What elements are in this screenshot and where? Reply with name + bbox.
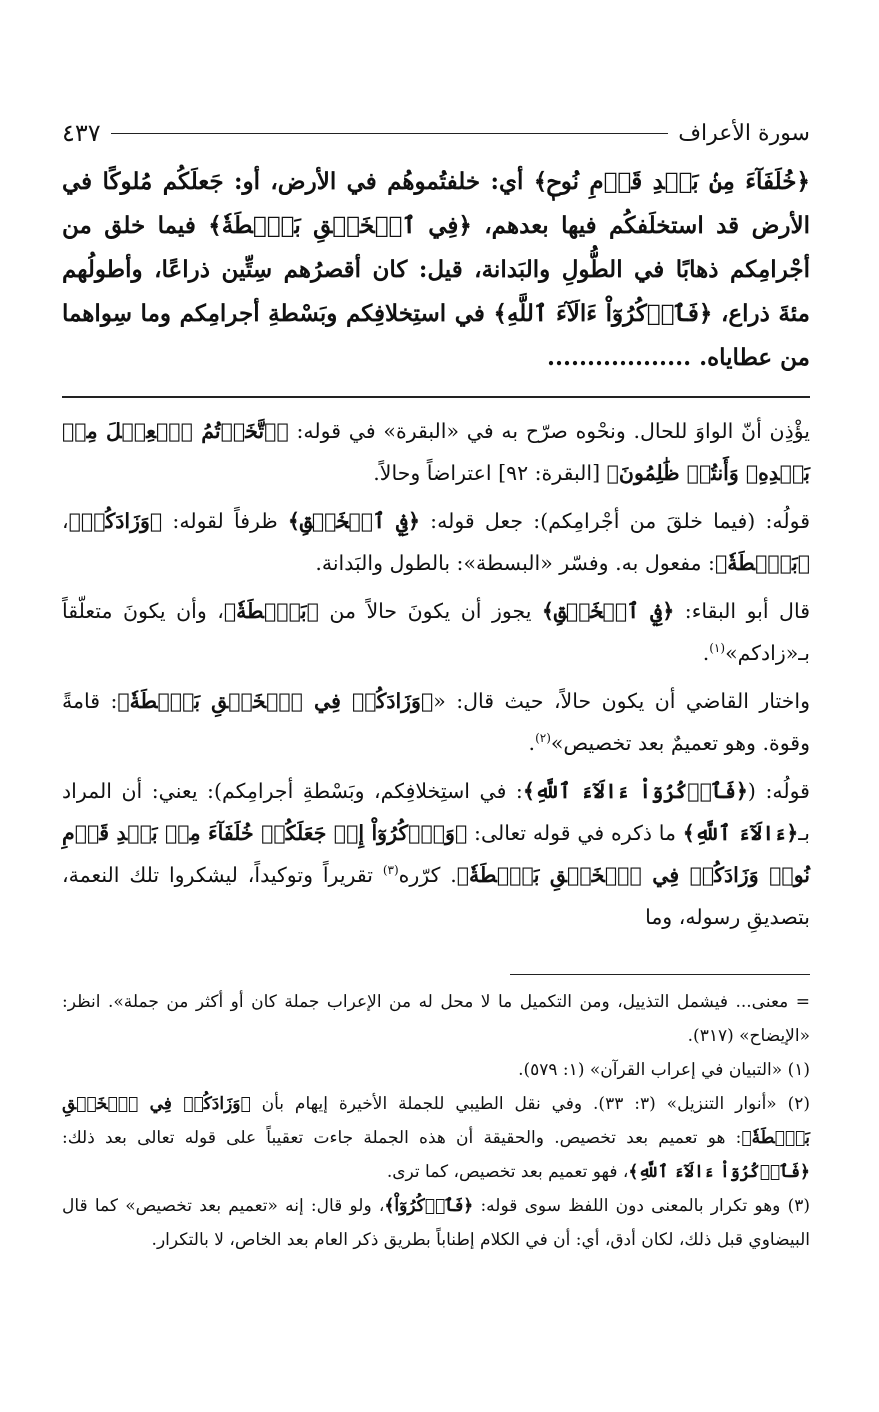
commentary-paragraph (62, 500, 810, 584)
sura-title: سورة الأعراف (678, 120, 810, 146)
commentary-paragraph (62, 680, 810, 764)
quran-quote: ﴿ءَالَآءَ ٱللَّهِ﴾ (682, 821, 799, 845)
text-run: (٢) «أنوار التنزيل» (٣: ٣٣). وفي نقل الطيبي للجملة الأخيرة إيهام بأن (250, 1094, 811, 1114)
quran-quote: ﴿وَزَادَكُمۡ فِي ٱلۡخَلۡقِ بَصۜۡطَةٗ﴾ (117, 689, 434, 713)
commentary-paragraph (62, 410, 810, 494)
quran-quote: ﴿فَٱذۡكُرُوٓاْ﴾ (384, 1196, 474, 1216)
quran-quote: ﴿ٱتَّخَذۡتُمُ ٱلۡعِجۡلَ مِنۢ بَعۡدِهِۦ وَأَنتُمۡ ظَٰلِمُونَ﴾ (62, 419, 810, 485)
text-run: = معنى... فيشمل التذييل، ومن التكميل ما لا محل له من الإعراب جملة كان أو أكثر من جملة». انظر: «الإيضاح» (٣١٧). (62, 992, 810, 1046)
footnote-ref: (١) (709, 641, 726, 656)
text-run: يؤْذِن أنّ الواوَ للحال. ونحْوه صرّح به في «البقرة» في قوله: (288, 419, 811, 443)
text-run: ، وأن يكونَ متعلّقاً بـ«زادكم» (62, 599, 810, 665)
text-run: ، ولو قال: إنه «تعميم بعد تخصيص» كما قال البيضاوي قبل ذلك، لكان أدق، أي: أن في الكلام إطناباً بطريق ذكر العام بعد الخاص، لا بالتكرار. (62, 1196, 810, 1250)
quran-quote: ﴿فِي ٱلۡخَلۡقِ﴾ (541, 599, 675, 623)
commentary-paragraph (62, 770, 810, 938)
text-run: : قامةً وقوة. وهو تعميمٌ بعد تخصيص» (62, 689, 810, 755)
commentary-section (62, 410, 810, 938)
quran-quote: ﴿وَزَادَكُمۡ﴾ (68, 509, 163, 533)
text-run: (٣) وهو تكرار بالمعنى دون اللفظ سوى قوله: (473, 1196, 811, 1216)
text-run: ، فهو تعميم بعد تخصيص، كما ترى. (386, 1162, 629, 1182)
text-run: [البقرة: ٩٢] اعتراضاً وحالاً. (373, 461, 607, 485)
text-run: . (528, 731, 536, 755)
footnote (62, 985, 810, 1053)
text-run: يجوز أن يكونَ حالاً من (318, 599, 542, 623)
running-header (62, 112, 810, 154)
text-run: . (702, 641, 710, 665)
text-run: تقريراً وتوكيداً، ليشكروا تلك النعمة، بتصديقِ رسوله، وما (62, 863, 810, 929)
commentary-paragraph (62, 590, 810, 674)
main-tafsir-text (62, 160, 810, 380)
text-run: ظرفاً لقوله: (162, 509, 288, 533)
footnote (62, 1087, 810, 1189)
text-run: (١) «التبيان في إعراب القرآن» (١: ٥٧٩). (518, 1060, 810, 1080)
text-run: قولُه: (فيما خلقَ من أجْرامِكم): جعل قوله: (419, 509, 810, 533)
quran-quote: ﴿وَٱذۡكُرُوٓاْ إِذۡ جَعَلَكُمۡ خُلَفَآءَ مِنۢ بَعۡدِ قَوۡمِ نُوحٖ وَزَادَكُمۡ فِي ٱلۡخَلۡقِ بَصۜۡطَةٗ﴾ (62, 821, 810, 887)
text-run: : هو تعميم بعد تخصيص. والحقيقة أن هذه الجملة جاءت تعقيباً على قوله تعالى بعد ذلك: (62, 1128, 742, 1148)
text-run: ، (62, 509, 69, 533)
footnotes-section (62, 985, 810, 1257)
text-run: . كرّره (398, 863, 457, 887)
main-separator-rule (62, 396, 810, 398)
quran-quote: ﴿فَٱذۡكُرُوٓاْ ءَالَآءَ ٱللَّهِ﴾ (522, 779, 748, 803)
text-run: قال أبو البقاء: (674, 599, 810, 623)
text-run: قولُه: ( (747, 779, 810, 803)
header-rule (111, 133, 669, 134)
footnote (62, 1189, 810, 1257)
page-number: ٤٣٧ (62, 119, 101, 147)
text-run: واختار القاضي أن يكون حالاً، حيث قال: « (433, 689, 810, 713)
text-run: : في استِخلافِكم، وبَسْطةِ أجرامِكم): يعني: أن المراد بـ (62, 779, 810, 845)
quran-quote: ﴿فَٱذۡكُرُوٓاْ ءَالَآءَ ٱللَّهِ﴾ (628, 1162, 810, 1182)
quran-quote: ﴿بَصۜۡطَةٗ﴾ (223, 599, 319, 623)
quran-quote: ﴿بَصۜۡطَةٗ﴾ (714, 551, 810, 575)
text-run: : مفعول به. وفسّر «البسطة»: بالطول والبَدانة. (315, 551, 715, 575)
quran-quote: ﴿وَزَادَكُمۡ فِي ٱلۡخَلۡقِ بَصۜۡطَةٗ﴾ (62, 1094, 810, 1148)
quran-quote: ﴿فِي ٱلۡخَلۡقِ﴾ (287, 509, 420, 533)
footnote (62, 1053, 810, 1087)
footnote-separator-rule (510, 974, 810, 975)
footnote-ref: (٢) (535, 731, 551, 746)
text-run: ما ذكره في قوله تعالى: (467, 821, 683, 845)
footnote-ref: (٣) (382, 863, 399, 878)
page (62, 112, 810, 1257)
main-paragraph: ﴿خُلَفَآءَ مِنۢ بَعۡدِ قَوۡمِ نُوحٖ﴾ أي: خلفتُموهُم في الأرض، أو: جَعلَكُم مُلوكًا في الأرض قد استخلَفكُم فيها بعدهم، ﴿فِي ٱلۡخَلۡقِ بَصۜۡطَةٗ﴾ فيما خلق من أجْرامِكم ذهابًا في الطُّولِ والبَدانة، قيل: كان أقصرُهم سِتِّين ذراعًا، وأطولُهم مئةَ ذراع، ﴿فَٱذۡكُرُوٓاْ ءَالَآءَ ٱللَّهِ﴾ في استِخلافِكم وبَسْطةِ أجرامِكم وما سِواهما من عطاياه. .................. (62, 168, 810, 371)
